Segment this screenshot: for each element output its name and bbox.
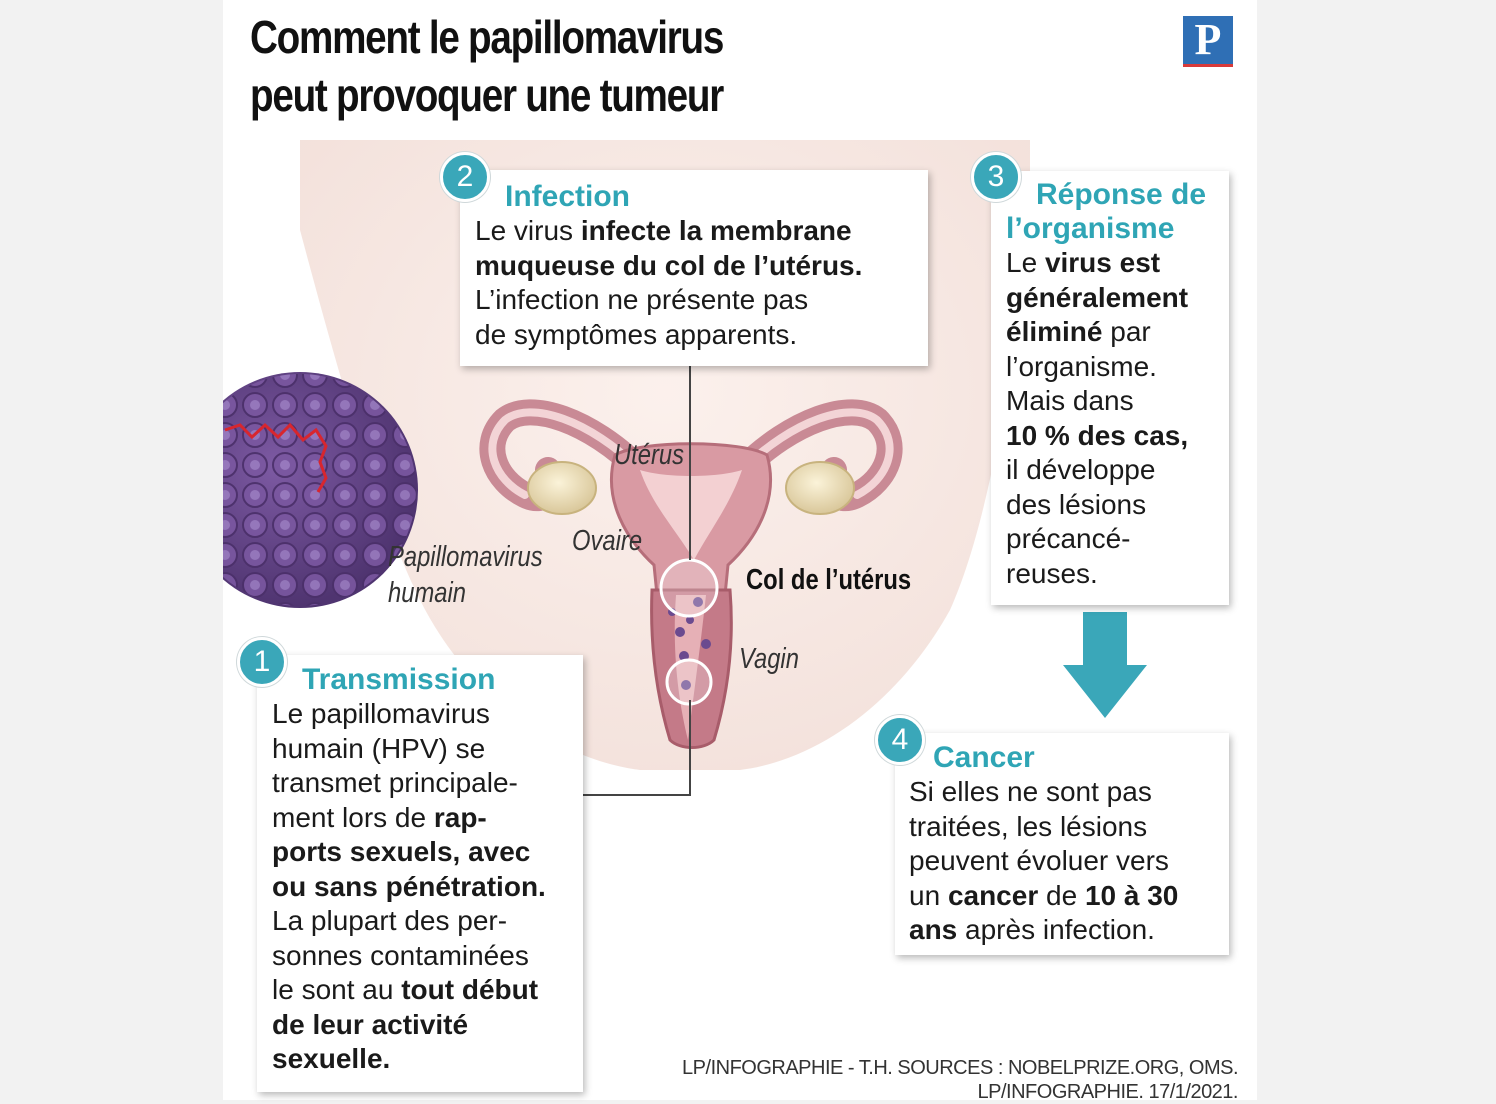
step-text-line xyxy=(475,249,928,284)
step-number-badge: 4 xyxy=(875,715,925,765)
plain-text: un xyxy=(909,879,948,911)
step-number-badge: 2 xyxy=(440,152,490,202)
virus-particle xyxy=(182,372,418,608)
label-col: Col de l’utérus xyxy=(746,564,912,596)
plain-text: après infection. xyxy=(957,914,1155,945)
step-heading: Transmission xyxy=(302,663,496,696)
step-text-line xyxy=(1006,557,1229,592)
plain-text: l’organisme. xyxy=(1006,350,1157,382)
label-ovaire: Ovaire xyxy=(572,525,643,557)
plain-text: Si elles ne sont pas xyxy=(909,776,1152,807)
step-text-line xyxy=(475,214,928,249)
page-title-line2: peut provoquer une tumeur xyxy=(250,69,723,121)
step-text-line xyxy=(1006,522,1229,557)
step-text xyxy=(909,775,1229,948)
publication-logo: P xyxy=(1183,16,1233,67)
plain-text: Le papillomavirus xyxy=(272,698,490,729)
step-heading: Infection xyxy=(505,180,630,213)
step-response-box xyxy=(991,171,1229,605)
arrow-down-icon xyxy=(1063,612,1147,718)
emphasis-text: cancer xyxy=(947,879,1039,911)
emphasis-text: 10 % des cas, xyxy=(1006,419,1189,451)
credits-line1: LP/INFOGRAPHIE - T.H. SOURCES : NOBELPRIZE.ORG, OMS. xyxy=(682,1057,1238,1079)
plain-text: le sont au xyxy=(272,974,402,1005)
step-heading: Cancer xyxy=(933,741,1035,774)
emphasis-text: virus est xyxy=(1044,247,1161,278)
step-text-line xyxy=(272,732,583,767)
step-text-line xyxy=(272,835,583,870)
plain-text: Le xyxy=(1006,247,1045,278)
step-text-line xyxy=(909,844,1229,879)
credits-line2: LP/INFOGRAPHIE. 17/1/2021. xyxy=(977,1081,1238,1103)
plain-text: des lésions xyxy=(1006,488,1147,520)
step-text-line xyxy=(272,1008,583,1043)
emphasis-text: éliminé xyxy=(1006,316,1103,347)
emphasis-text: sexuelle. xyxy=(272,1043,391,1074)
step-text-line xyxy=(272,939,583,974)
step-text-line xyxy=(272,801,583,836)
emphasis-text: rap- xyxy=(433,801,487,833)
plain-text: humain (HPV) se xyxy=(272,732,486,764)
step-cancer-box xyxy=(895,733,1229,955)
step-text-line xyxy=(909,913,1229,948)
plain-text: ment lors de xyxy=(272,801,434,833)
emphasis-text: ou sans pénétration. xyxy=(272,870,546,902)
step-infection-box xyxy=(460,170,928,366)
plain-text: traitées, les lésions xyxy=(909,810,1148,842)
step-number-badge: 3 xyxy=(971,152,1021,202)
step-heading-line1: Réponse de xyxy=(1036,178,1207,211)
label-virus-line1: Papillomavirus xyxy=(388,541,543,573)
step-text-line xyxy=(272,973,583,1008)
step-text xyxy=(1006,246,1229,591)
emphasis-text: infecte la membrane xyxy=(580,215,852,246)
page-title-line1: Comment le papillomavirus xyxy=(250,11,724,63)
step-text-line xyxy=(272,870,583,905)
plain-text: de symptômes apparents. xyxy=(475,318,798,350)
plain-text: par xyxy=(1102,316,1151,347)
plain-text: reuses. xyxy=(1006,557,1098,589)
step-text-line xyxy=(1006,281,1229,316)
step-text-line xyxy=(1006,246,1229,281)
plain-text: précancé- xyxy=(1006,523,1131,554)
plain-text: L’infection ne présente pas xyxy=(475,284,809,315)
emphasis-text: ports sexuels, avec xyxy=(272,836,531,867)
step-text-line xyxy=(1006,419,1229,454)
plain-text: sonnes contaminées xyxy=(272,939,529,971)
credits xyxy=(682,1056,1238,1104)
step-text-line xyxy=(272,1042,583,1077)
step-text-line xyxy=(272,697,583,732)
step-text-line xyxy=(475,318,928,353)
step-text-line xyxy=(475,283,928,318)
label-uterus: Utérus xyxy=(614,439,685,471)
step-text xyxy=(475,214,928,352)
step-text-line xyxy=(909,775,1229,810)
plain-text: peuvent évoluer vers xyxy=(909,845,1169,876)
plain-text: il développe xyxy=(1006,454,1156,485)
step-text-line xyxy=(1006,488,1229,523)
plain-text: Mais dans xyxy=(1006,385,1134,416)
label-virus-line2: humain xyxy=(388,577,467,609)
label-vagin: Vagin xyxy=(739,643,799,675)
emphasis-text: ans xyxy=(909,914,958,945)
emphasis-text: 10 à 30 xyxy=(1084,879,1179,911)
step-text-line xyxy=(909,810,1229,845)
step-text-line xyxy=(1006,350,1229,385)
plain-text: La plupart des per- xyxy=(272,905,508,936)
plain-text: Le virus xyxy=(475,215,581,246)
emphasis-text: de leur activité xyxy=(272,1008,469,1040)
step-text-line xyxy=(272,766,583,801)
plain-text: de xyxy=(1038,879,1085,911)
step-text-line xyxy=(1006,384,1229,419)
emphasis-text: muqueuse du col de l’utérus. xyxy=(475,249,863,281)
step-text-line xyxy=(909,879,1229,914)
step-heading-line2: l’organisme xyxy=(1006,212,1175,245)
plain-text: transmet principale- xyxy=(272,767,518,798)
step-text-line xyxy=(272,904,583,939)
step-text-line xyxy=(1006,315,1229,350)
step-text xyxy=(272,697,583,1077)
emphasis-text: tout début xyxy=(401,974,539,1005)
step-text-line xyxy=(1006,453,1229,488)
step-number-badge: 1 xyxy=(237,637,287,687)
step-transmission-box xyxy=(257,655,583,1092)
emphasis-text: généralement xyxy=(1006,281,1189,313)
